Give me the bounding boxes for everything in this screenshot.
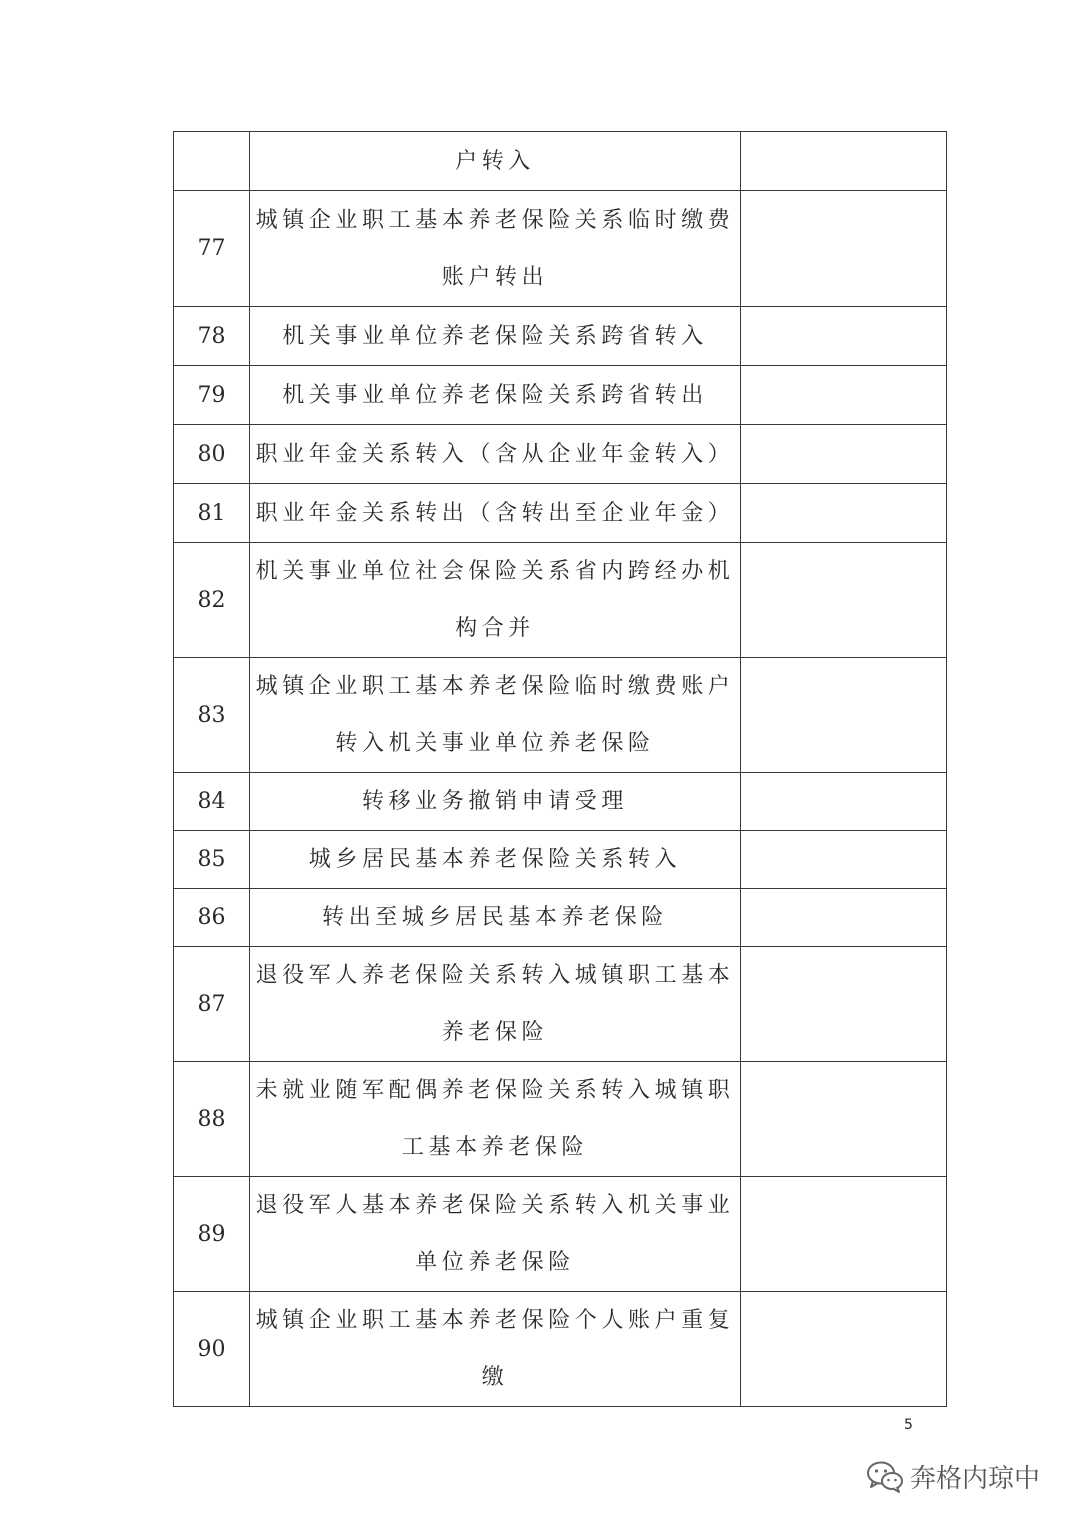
empty-cell [741, 947, 947, 1062]
table-row [174, 1062, 947, 1177]
item-name: 转移业务撤销申请受理 [250, 773, 741, 831]
row-number [174, 132, 250, 191]
document-table [173, 131, 947, 1407]
watermark-text: 奔格内琼中 [910, 1464, 1041, 1494]
item-name: 城乡居民基本养老保险关系转入 [250, 831, 741, 889]
item-name: 城镇企业职工基本养老保险个人账户重复缴 [250, 1292, 741, 1407]
table-row [174, 658, 947, 773]
row-number: 86 [174, 889, 250, 947]
empty-cell [741, 1292, 947, 1407]
row-number: 77 [174, 191, 250, 307]
empty-cell [741, 658, 947, 773]
row-number: 89 [174, 1177, 250, 1292]
item-name: 退役军人基本养老保险关系转入机关事业单位养老保险 [250, 1177, 741, 1292]
table-row [174, 191, 947, 307]
item-name: 职业年金关系转入（含从企业年金转入） [250, 425, 741, 484]
item-name: 转出至城乡居民基本养老保险 [250, 889, 741, 947]
empty-cell [741, 307, 947, 366]
row-number: 88 [174, 1062, 250, 1177]
empty-cell [741, 132, 947, 191]
watermark [866, 1458, 1040, 1495]
empty-cell [741, 831, 947, 889]
table-row [174, 889, 947, 947]
empty-cell [741, 366, 947, 425]
row-number: 78 [174, 307, 250, 366]
empty-cell [741, 773, 947, 831]
empty-cell [741, 889, 947, 947]
empty-cell [741, 191, 947, 307]
row-number: 90 [174, 1292, 250, 1407]
table-row [174, 773, 947, 831]
item-name: 退役军人养老保险关系转入城镇职工基本养老保险 [250, 947, 741, 1062]
row-number: 82 [174, 543, 250, 658]
table-row [174, 831, 947, 889]
row-number: 85 [174, 831, 250, 889]
table-row [174, 947, 947, 1062]
empty-cell [741, 1177, 947, 1292]
item-name: 机关事业单位社会保险关系省内跨经办机构合并 [250, 543, 741, 658]
empty-cell [741, 484, 947, 543]
row-number: 87 [174, 947, 250, 1062]
empty-cell [741, 1062, 947, 1177]
row-number: 84 [174, 773, 250, 831]
row-number: 83 [174, 658, 250, 773]
table-row [174, 132, 947, 191]
row-number: 79 [174, 366, 250, 425]
row-number: 80 [174, 425, 250, 484]
page-number: 5 [904, 1417, 913, 1433]
item-name: 城镇企业职工基本养老保险临时缴费账户转入机关事业单位养老保险 [250, 658, 741, 773]
item-name: 未就业随军配偶养老保险关系转入城镇职工基本养老保险 [250, 1062, 741, 1177]
table-row [174, 543, 947, 658]
item-name: 机关事业单位养老保险关系跨省转出 [250, 366, 741, 425]
table-row [174, 307, 947, 366]
table-row [174, 1292, 947, 1407]
table-row [174, 425, 947, 484]
item-name: 户转入 [250, 132, 741, 191]
item-name: 职业年金关系转出（含转出至企业年金） [250, 484, 741, 543]
wechat-icon [866, 1460, 904, 1494]
table-row [174, 366, 947, 425]
row-number: 81 [174, 484, 250, 543]
item-name: 机关事业单位养老保险关系跨省转入 [250, 307, 741, 366]
table-row [174, 484, 947, 543]
empty-cell [741, 543, 947, 658]
empty-cell [741, 425, 947, 484]
item-name: 城镇企业职工基本养老保险关系临时缴费账户转出 [250, 191, 741, 307]
table-row [174, 1177, 947, 1292]
